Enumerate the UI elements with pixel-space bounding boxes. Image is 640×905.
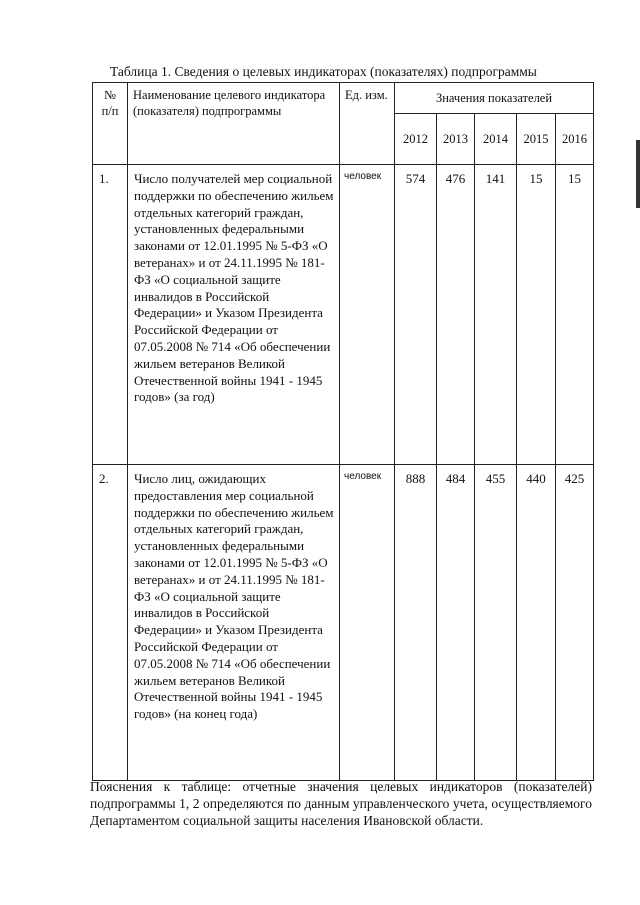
table-row: [93, 165, 594, 465]
value-cell: 574: [395, 165, 437, 465]
value-cell: 15: [556, 165, 594, 465]
value-cell: 888: [395, 465, 437, 781]
value-cell: 425: [556, 465, 594, 781]
year-header: 2016: [556, 114, 594, 165]
table-row: [93, 465, 594, 781]
value-cell: 455: [475, 465, 517, 781]
unit-cell: человек: [340, 465, 395, 781]
row-number: 1.: [93, 165, 128, 465]
table-caption: Таблица 1. Сведения о целевых индикаторах (показателях) подпрограммы: [110, 64, 537, 79]
header-row: [93, 83, 594, 114]
row-number: 2.: [93, 465, 128, 781]
header-unit: Ед. изм.: [340, 83, 395, 165]
year-header: 2013: [437, 114, 475, 165]
indicator-name: Число лиц, ожидающих предоставления мер социальной поддержки по обеспечению жильем отдельных категорий граждан, установленных федеральными законами от 12.01.1995 № 5-ФЗ «О ветеранах» и от 24.11.1995 № 181-ФЗ «О социальной защите инвалидов в Российской Федерации» и Указом Президента Российской Федерации от 07.05.2008 № 714 «Об обеспечении жильем ветеранов Великой Отечественной войны 1941 - 1945 годов» (на конец года): [128, 465, 340, 781]
year-header: 2015: [517, 114, 556, 165]
value-cell: 440: [517, 465, 556, 781]
header-num: № п/п: [93, 83, 128, 165]
unit-cell: человек: [340, 165, 395, 465]
value-cell: 484: [437, 465, 475, 781]
header-name: Наименование целевого индикатора (показателя) подпрограммы: [128, 83, 340, 165]
value-cell: 476: [437, 165, 475, 465]
indicators-table: [92, 82, 594, 781]
header-values: Значения показателей: [395, 83, 594, 114]
year-header: 2012: [395, 114, 437, 165]
indicator-name: Число получателей мер социальной поддержки по обеспечению жильем отдельных категорий граждан, установленных федеральными законами от 12.01.1995 № 5-ФЗ «О ветеранах» и от 24.11.1995 № 181-ФЗ «О социальной защите инвалидов в Российской Федерации» и Указом Президента Российской Федерации от 07.05.2008 № 714 «Об обеспечении жильем ветеранов Великой Отечественной войны 1941 - 1945 годов» (за год): [128, 165, 340, 465]
value-cell: 141: [475, 165, 517, 465]
year-header: 2014: [475, 114, 517, 165]
table-note: Пояснения к таблице: отчетные значения целевых индикаторов (показателей) подпрограммы 1, 2 определяются по данным управленческого учета, осуществляемого Департаментом социальной защиты населения Ивановской области.: [90, 779, 592, 828]
value-cell: 15: [517, 165, 556, 465]
scan-edge-mark: [636, 140, 640, 208]
